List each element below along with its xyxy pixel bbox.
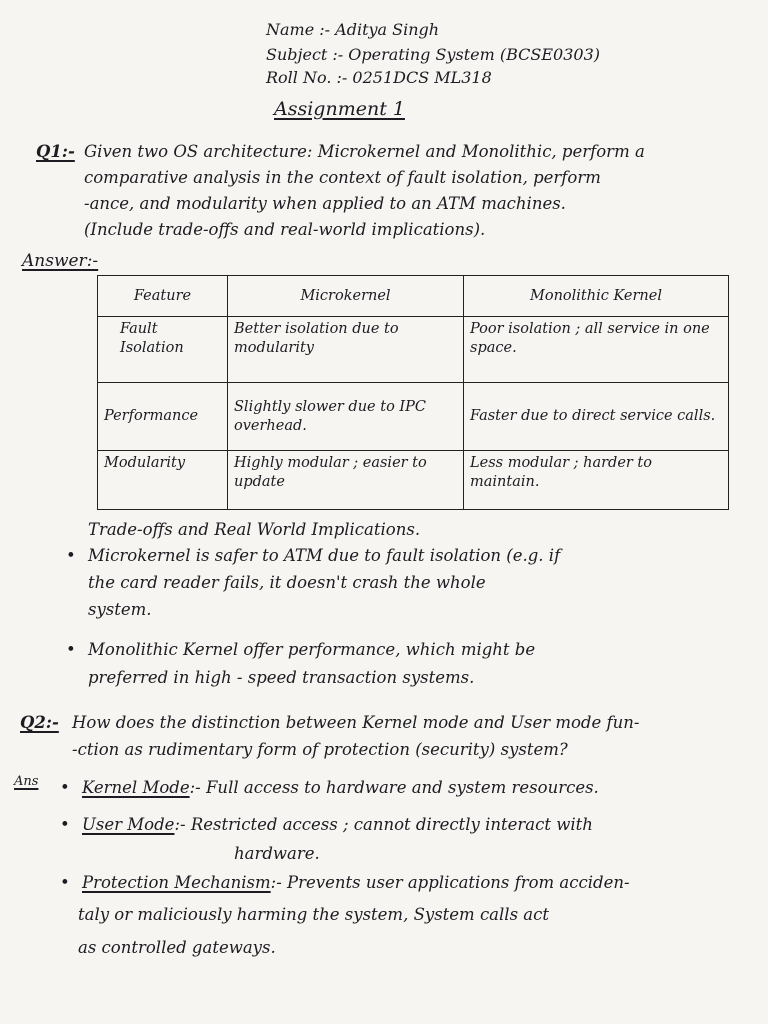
row-microkernel-cell: Highly modular ; easier to update: [228, 451, 464, 510]
q2-bullet-2: [82, 815, 593, 835]
kernel-mode-text: :- Full access to hardware and system resources.: [189, 778, 599, 797]
protection-mechanism-term: Protection Mechanism: [82, 873, 271, 892]
q2-bullet-3: [82, 873, 630, 893]
q1-line-3: -ance, and modularity when applied to an ATM machines.: [84, 194, 566, 213]
q2-label: Q2:-: [20, 713, 59, 732]
answer-2-label: Ans: [14, 774, 39, 789]
q1-line-2: comparative analysis in the context of fault isolation, perform: [84, 168, 601, 187]
header-monolithic: Monolithic Kernel: [464, 276, 729, 317]
row-microkernel-cell: Slightly slower due to IPC overhead.: [228, 383, 464, 451]
kernel-mode-term: Kernel Mode: [82, 778, 190, 797]
assignment-title: Assignment 1: [274, 98, 405, 120]
row-microkernel-cell: Better isolation due to modularity: [228, 317, 464, 383]
row-monolithic-cell: Poor isolation ; all service in one space.: [464, 317, 729, 383]
tradeoffs-heading: Trade-offs and Real World Implications.: [88, 520, 421, 539]
comparison-table: [97, 275, 729, 510]
user-mode-text: :- Restricted access ; cannot directly interact with: [174, 815, 593, 834]
subject-line: Subject :- Operating System (BCSE0303): [266, 45, 600, 64]
table-header-row: [98, 276, 729, 317]
header-feature: Feature: [98, 276, 228, 317]
roll-number: Roll No. :- 0251DCS ML318: [266, 68, 492, 87]
table-row: [98, 451, 729, 510]
table-row: [98, 383, 729, 451]
tradeoff-bullet-2-line-1: • Monolithic Kernel offer performance, which might be: [88, 640, 535, 660]
tradeoff-bullet-1-line-3: system.: [88, 600, 152, 619]
row-monolithic-cell: Faster due to direct service calls.: [464, 383, 729, 451]
q2-line-2: -ction as rudimentary form of protection (security) system?: [72, 740, 568, 759]
q1-line-4: (Include trade-offs and real-world implications).: [84, 220, 486, 239]
q1-line-1: Given two OS architecture: Microkernel and Monolithic, perform a: [84, 142, 645, 161]
row-feature-cell: Performance: [98, 383, 228, 451]
answer-label: Answer:-: [22, 251, 99, 271]
q1-label: Q1:-: [36, 142, 75, 161]
protection-mechanism-text: :- Prevents user applications from acciden-: [270, 873, 630, 892]
protection-text-cont-1: taly or maliciously harming the system, System calls act: [78, 905, 549, 924]
table-row: [98, 317, 729, 383]
student-name: Name :- Aditya Singh: [266, 20, 440, 39]
q2-bullet-1: [82, 778, 599, 798]
row-feature-cell: Fault Isolation: [98, 317, 228, 383]
q2-line-1: How does the distinction between Kernel mode and User mode fun-: [72, 713, 640, 732]
user-mode-text-cont: hardware.: [234, 844, 320, 863]
tradeoff-bullet-1-line-1: • Microkernel is safer to ATM due to fault isolation (e.g. if: [88, 546, 560, 566]
tradeoff-bullet-1-line-2: the card reader fails, it doesn't crash the whole: [88, 573, 486, 592]
tradeoff-bullet-2-line-2: preferred in high - speed transaction systems.: [88, 668, 475, 687]
header-microkernel: Microkernel: [228, 276, 464, 317]
protection-text-cont-2: as controlled gateways.: [78, 938, 276, 957]
row-monolithic-cell: Less modular ; harder to maintain.: [464, 451, 729, 510]
user-mode-term: User Mode: [82, 815, 175, 834]
row-feature-cell: Modularity: [98, 451, 228, 510]
